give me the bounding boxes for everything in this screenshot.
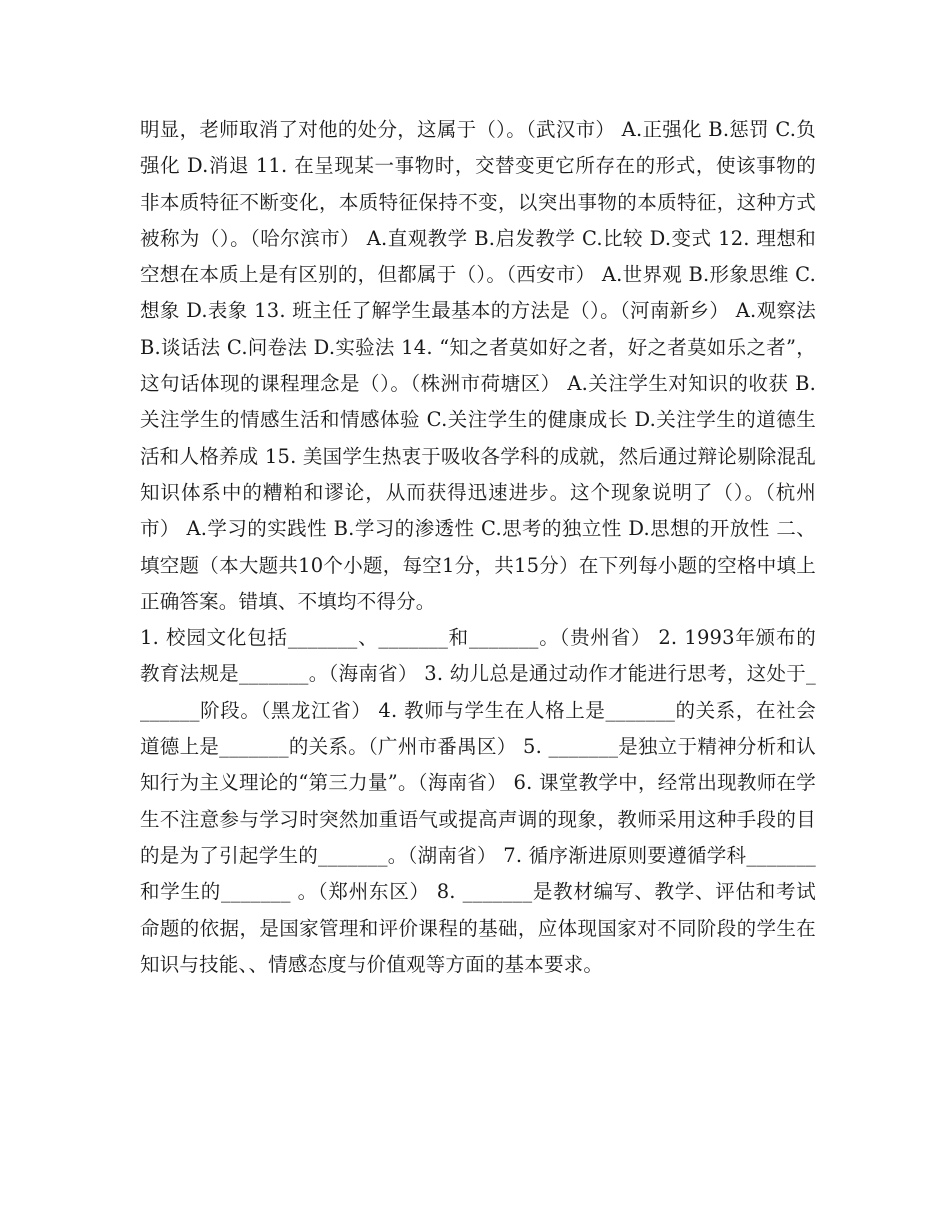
fill-in-blank-paragraph: 1. 校园文化包括_______、_______和_______。（贵州省） 2. 1993年颁布的教育法规是_______。（海南省） 3. 幼儿总是通过动作才能进行思考，这处于_______阶段。（黑龙江省） 4. 教师与学生在人格上是_______的关系，在社会道德上是_______的关系。（广州市番禺区） 5. _______是独立于精神分析和认知行为主义理论的“第三力量”。（海南省） 6. 课堂教学中，经常出现教师在学生不注意参与学习时突然加重语气或提高声调的现象，教师采用这种手段的目的是为了引起学生的_______。（湖南省） 7. 循序渐进原则要遵循学科_______和学生的_______ 。（郑州东区） 8. _______是教材编写、教学、评估和考试命题的依据，是国家管理和评价课程的基础，应体现国家对不同阶段的学生在知识与技能、、情感态度与价值观等方面的基本要求。	[140, 626, 816, 976]
document-page	[140, 112, 816, 983]
exam-questions-paragraph: 明显，老师取消了对他的处分，这属于（）。（武汉市） A.正强化 B.惩罚 C.负强化 D.消退 11. 在呈现某一事物时，交替变更它所存在的形式，使该事物的非本质特征不断变化，本质特征保持不变，以突出事物的本质特征，这种方式被称为（）。（哈尔滨市） A.直观教学 B.启发教学 C.比较 D.变式 12. 理想和空想在本质上是有区别的，但都属于（）。（西安市） A.世界观 B.形象思维 C.想象 D.表象 13. 班主任了解学生最基本的方法是（）。（河南新乡） A.观察法 B.谈话法 C.问卷法 D.实验法 14. “知之者莫如好之者，好之者莫如乐之者”，这句话体现的课程理念是（）。（株洲市荷塘区） A.关注学生对知识的收获 B.关注学生的情感生活和情感体验 C.关注学生的健康成长 D.关注学生的道德生活和人格养成 15. 美国学生热衷于吸收各学科的成就，然后通过辩论剔除混乱知识体系中的糟粕和谬论，从而获得迅速进步。这个现象说明了（）。（杭州市） A.学习的实践性 B.学习的渗透性 C.思考的独立性 D.思想的开放性 二、填空题（本大题共10个小题，每空1分，共15分）在下列每小题的空格中填上正确答案。错填、不填均不得分。	[140, 118, 816, 613]
